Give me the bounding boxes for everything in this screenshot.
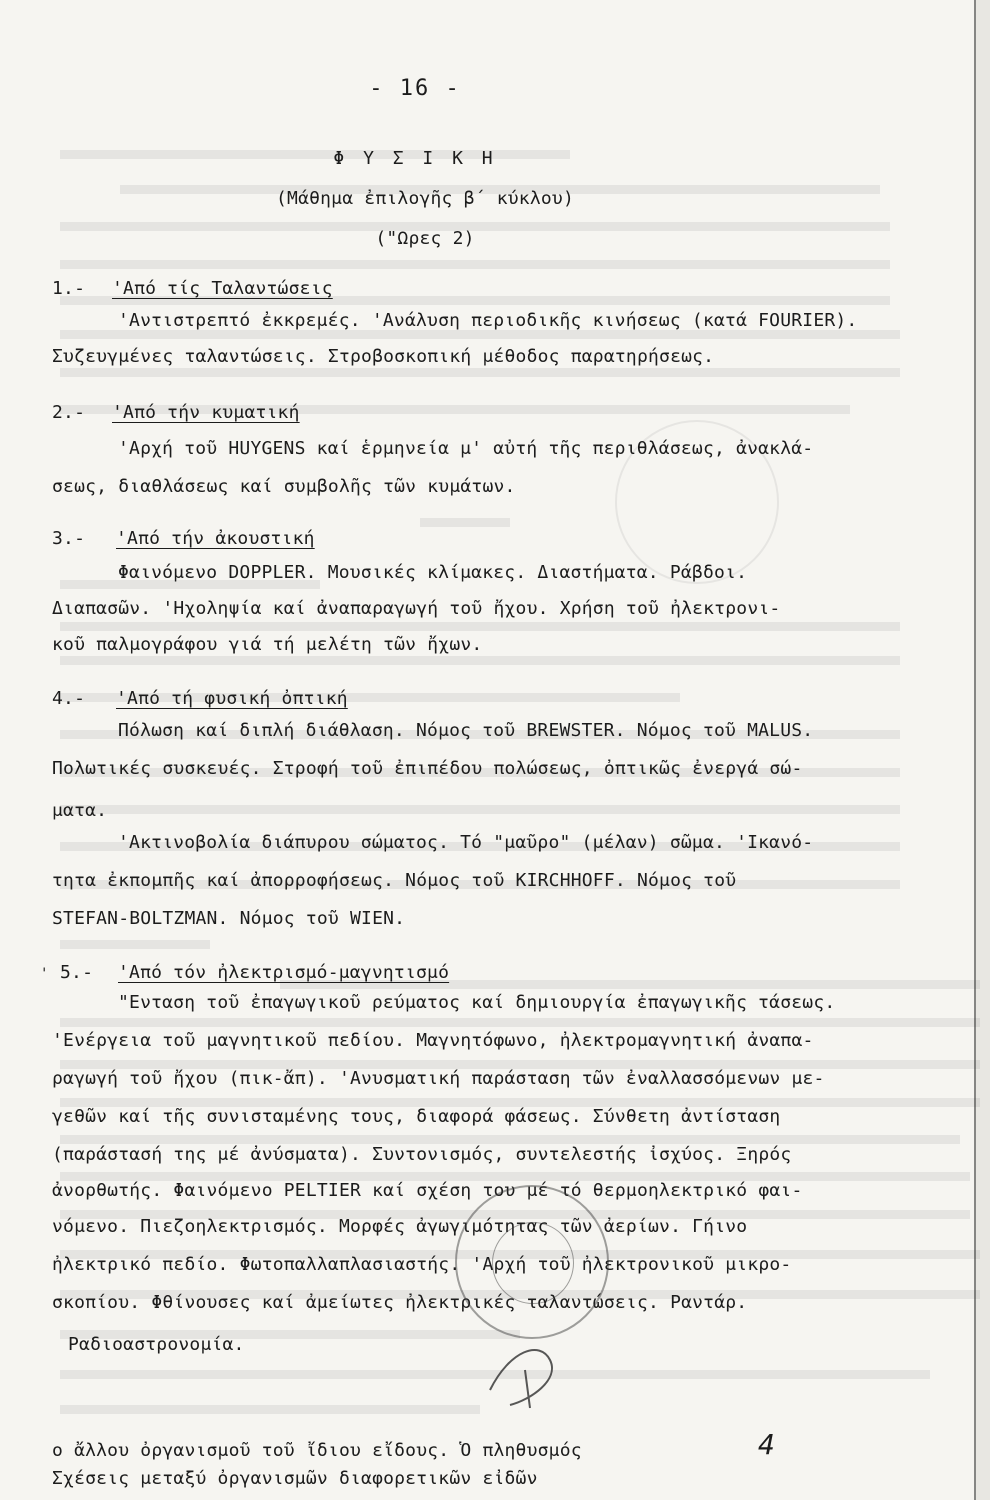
section-1-line: 'Αντιστρεπτό ἐκκρεμές. 'Ανάλυση περιοδικῆς κινήσεως (κατά FOURIER).: [118, 310, 858, 331]
section-3-number: 3.-: [52, 528, 86, 549]
section-2-line: 'Αρχή τοῦ HUYGENS καί ἑρμηνεία μ' αὐτή τῆς περιθλάσεως, ἀνακλά-: [118, 438, 814, 459]
section-1-number: 1.-: [52, 278, 86, 299]
section-5-line: γεθῶν καί τῆς συνισταμένης τους, διαφορά φάσεως. Σύνθετη ἀντίσταση: [52, 1106, 781, 1127]
section-5-line: 'Ενέργεια τοῦ μαγνητικοῦ πεδίου. Μαγνητόφωνο, ἠλεκτρομαγνητική ἀναπα-: [52, 1030, 814, 1051]
document-title: Φ Υ Σ Ι Κ Η: [333, 148, 497, 169]
section-1-title: 'Από τίς Ταλαντώσεις: [112, 278, 333, 299]
section-3-title: 'Από τήν ἀκουστική: [116, 528, 315, 549]
section-4-line: STEFAN-BOLTZMAN. Νόμος τοῦ WIEN.: [52, 908, 406, 929]
section-4-line: τητα ἐκπομπῆς καί ἀπορροφήσεως. Νόμος τοῦ KIRCHHOFF. Νόμος τοῦ: [52, 870, 737, 891]
section-5-line: ἠλεκτρικό πεδίο. Φωτοπαλλαπλασιαστής. 'Αρχή τοῦ ἠλεκτρονικοῦ μικρο-: [52, 1254, 792, 1275]
section-5-line: ἀνορθωτής. Φαινόμενο PELTIER καί σχέση του μέ τό θερμοηλεκτρικό φαι-: [52, 1180, 803, 1201]
section-2-number: 2.-: [52, 402, 86, 423]
section-3-line: Διαπασῶν. 'Ηχοληψία καί ἀναπαραγωγή τοῦ ἤχου. Χρήση τοῦ ἠλεκτρονι-: [52, 598, 781, 619]
section-4-line: 'Ακτινοβολία διάπυρου σώματος. Τό "μαῦρο" (μέλαν) σῶμα. 'Ικανό-: [118, 832, 814, 853]
section-5-line: "Ενταση τοῦ ἐπαγωγικοῦ ρεύματος καί δημιουργία ἐπαγωγικῆς τάσεως.: [118, 992, 836, 1013]
section-4-line: Πολωτικές συσκευές. Στροφή τοῦ ἐπιπέδου πολώσεως, ὀπτικῶς ἐνεργά σώ-: [52, 758, 803, 779]
bottom-line: ο ἄλλου ὀργανισμοῦ τοῦ ἴδιου εἴδους. Ὁ πληθυσμός: [52, 1440, 582, 1461]
margin-mark: ': [40, 966, 49, 982]
document-hours: ("Ωρες 2): [375, 228, 475, 249]
bottom-line: Σχέσεις μεταξύ ὀργανισμῶν διαφορετικῶν εἰδῶν: [52, 1468, 538, 1489]
section-4-line: ματα.: [52, 800, 108, 821]
section-5-line: σκοπίου. Φθίνουσες καί ἀμείωτες ἠλεκτρικές ταλαντώσεις. Ραντάρ.: [52, 1292, 748, 1313]
section-2-line: σεως, διαθλάσεως καί συμβολῆς τῶν κυμάτων.: [52, 476, 516, 497]
section-5-line: Ραδιοαστρονομία.: [68, 1334, 245, 1355]
section-1-line: Συζευγμένες ταλαντώσεις. Στροβοσκοπική μέθοδος παρατηρήσεως.: [52, 346, 715, 367]
official-stamp: [455, 1185, 609, 1339]
document-subtitle: (Μάθημα ἐπιλογῆς β΄ κύκλου): [276, 188, 574, 209]
section-5-line: νόμενο. Πιεζοηλεκτρισμός. Μορφές ἀγωγιμότητας τῶν ἀερίων. Γήινο: [52, 1216, 748, 1237]
section-4-line: Πόλωση καί διπλή διάθλαση. Νόμος τοῦ BREWSTER. Νόμος τοῦ MALUS.: [118, 720, 814, 741]
section-4-title: 'Από τή φυσική ὀπτική: [116, 688, 348, 709]
handwritten-mark: 4: [758, 1428, 776, 1461]
page-number: - 16 -: [369, 76, 461, 101]
section-5-number: 5.-: [60, 962, 94, 983]
section-5-line: ραγωγή τοῦ ἤχου (πικ-ἄπ). 'Ανυσματική παράσταση τῶν ἐναλλασσόμενων με-: [52, 1068, 825, 1089]
section-5-title: 'Από τόν ἠλεκτρισμό-μαγνητισμό: [118, 962, 450, 983]
section-2-title: 'Από τήν κυματική: [112, 402, 300, 423]
section-4-number: 4.-: [52, 688, 86, 709]
section-3-line: κοῦ παλμογράφου γιά τή μελέτη τῶν ἤχων.: [52, 634, 483, 655]
signature: [470, 1330, 590, 1410]
official-stamp-inner-ring: [492, 1222, 574, 1304]
section-5-line: (παράστασή της μέ ἀνύσματα). Συντονισμός, συντελεστής ἰσχύος. Ξηρός: [52, 1144, 792, 1165]
section-3-line: Φαινόμενο DOPPLER. Μουσικές κλίμακες. Διαστήματα. Ράβδοι.: [118, 562, 748, 583]
